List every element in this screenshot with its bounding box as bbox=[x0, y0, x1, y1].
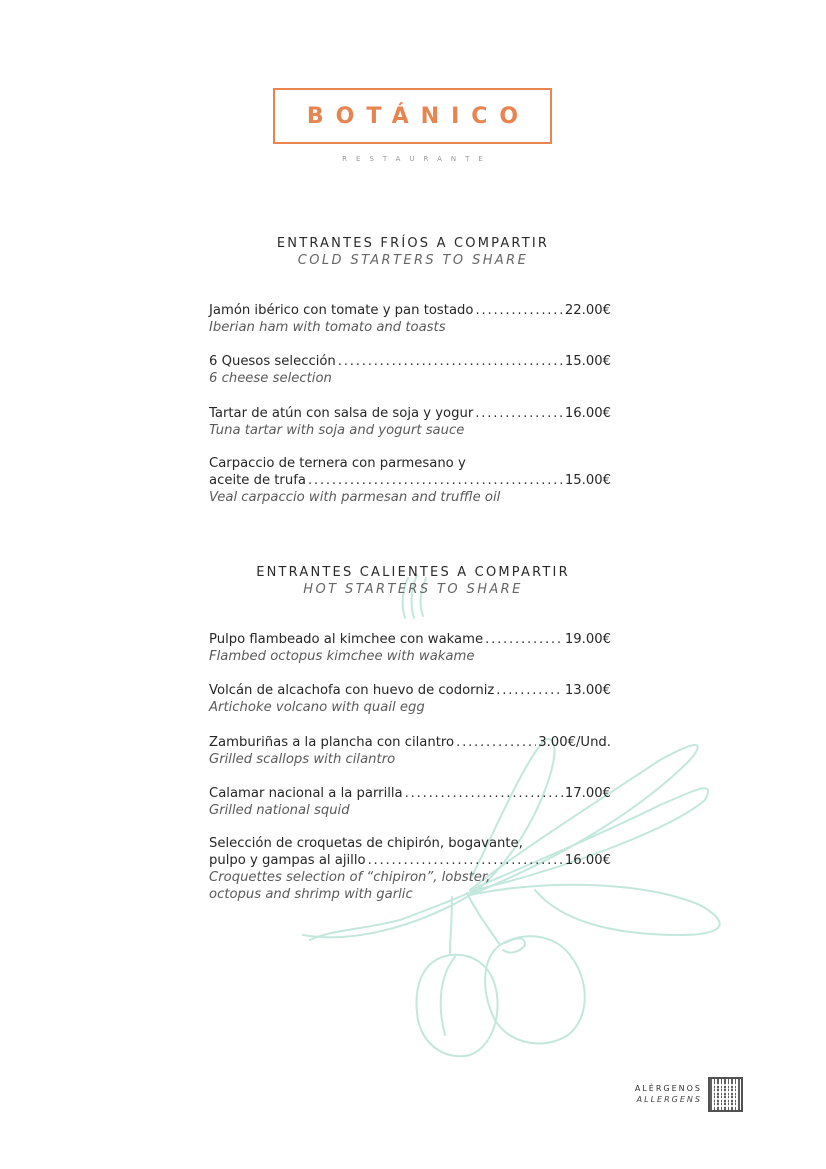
leader-dots bbox=[476, 302, 563, 319]
section-title-cold-starters bbox=[0, 235, 826, 269]
section-title-en: COLD STARTERS TO SHARE bbox=[297, 253, 529, 268]
item-price: 15.00€ bbox=[564, 473, 611, 488]
item-name-en: 6 cheese selection bbox=[209, 371, 332, 386]
allergens-es: ALÉRGENOS bbox=[634, 1084, 702, 1093]
section-title-es: ENTRANTES CALIENTES A COMPARTIR bbox=[256, 565, 570, 580]
item-name-es: 6 Quesos selección bbox=[209, 354, 336, 369]
item-name-es: aceite de trufa bbox=[209, 473, 306, 488]
restaurant-logo bbox=[273, 88, 552, 144]
menu-item bbox=[209, 734, 611, 768]
qr-code-icon[interactable] bbox=[708, 1077, 743, 1112]
logo-name: BOTÁNICO bbox=[306, 103, 531, 129]
menu-item bbox=[209, 405, 611, 439]
item-price: 16.00€ bbox=[564, 406, 611, 421]
leader-dots bbox=[485, 631, 563, 648]
menu-item bbox=[209, 302, 611, 336]
item-name-es: Pulpo flambeado al kimchee con wakame bbox=[209, 632, 484, 647]
item-price: 19.00€ bbox=[564, 632, 611, 647]
item-price: 22.00€ bbox=[564, 303, 611, 318]
leader-dots bbox=[308, 472, 563, 489]
section-title-es: ENTRANTES FRÍOS A COMPARTIR bbox=[276, 236, 550, 251]
item-name-es: Tartar de atún con salsa de soja y yogur bbox=[209, 406, 474, 421]
item-name-en: Artichoke volcano with quail egg bbox=[209, 700, 425, 715]
leader-dots bbox=[405, 785, 563, 802]
item-name-es-line1: Carpaccio de ternera con parmesano y bbox=[209, 456, 466, 471]
item-price: 17.00€ bbox=[564, 786, 611, 801]
menu-item bbox=[209, 682, 611, 716]
section-title-hot-starters bbox=[0, 564, 826, 598]
leader-dots bbox=[475, 405, 563, 422]
item-name-en-line2: octopus and shrimp with garlic bbox=[209, 887, 413, 902]
item-price: 3.00€/Und. bbox=[538, 735, 611, 750]
item-price: 13.00€ bbox=[564, 683, 611, 698]
item-name-es: Calamar nacional a la parrilla bbox=[209, 786, 403, 801]
item-name-en: Tuna tartar with soja and yogurt sauce bbox=[209, 423, 465, 438]
item-price: 15.00€ bbox=[564, 354, 611, 369]
item-name-es: Zamburiñas a la plancha con cilantro bbox=[209, 735, 455, 750]
item-name-en: Croquettes selection of “chipiron”, lobster, bbox=[209, 870, 491, 885]
leader-dots bbox=[368, 852, 563, 869]
item-name-en: Flambed octopus kimchee with wakame bbox=[209, 649, 475, 664]
item-name-en: Iberian ham with tomato and toasts bbox=[209, 320, 446, 335]
menu-item bbox=[209, 785, 611, 819]
allergens-en: ALLERGENS bbox=[636, 1095, 702, 1104]
leader-dots bbox=[338, 353, 563, 370]
menu-item bbox=[209, 455, 611, 506]
section-title-en: HOT STARTERS TO SHARE bbox=[303, 582, 523, 597]
menu-item bbox=[209, 835, 611, 903]
item-name-es-line1: Selección de croquetas de chipirón, bogavante, bbox=[209, 836, 523, 851]
item-name-es: Volcán de alcachofa con huevo de codorniz bbox=[209, 683, 495, 698]
item-name-en: Grilled scallops with cilantro bbox=[209, 752, 396, 767]
item-name-en: Veal carpaccio with parmesan and truffle oil bbox=[209, 490, 501, 505]
item-price: 16.00€ bbox=[564, 853, 611, 868]
allergens-label bbox=[620, 1083, 702, 1105]
menu-item bbox=[209, 353, 611, 387]
leader-dots bbox=[496, 682, 563, 699]
item-name-es: pulpo y gampas al ajillo bbox=[209, 853, 366, 868]
leader-dots bbox=[456, 734, 536, 751]
item-name-es: Jamón ibérico con tomate y pan tostado bbox=[209, 303, 474, 318]
menu-item bbox=[209, 631, 611, 665]
logo-subtitle: RESTAURANTE bbox=[342, 155, 492, 163]
item-name-en: Grilled national squid bbox=[209, 803, 350, 818]
